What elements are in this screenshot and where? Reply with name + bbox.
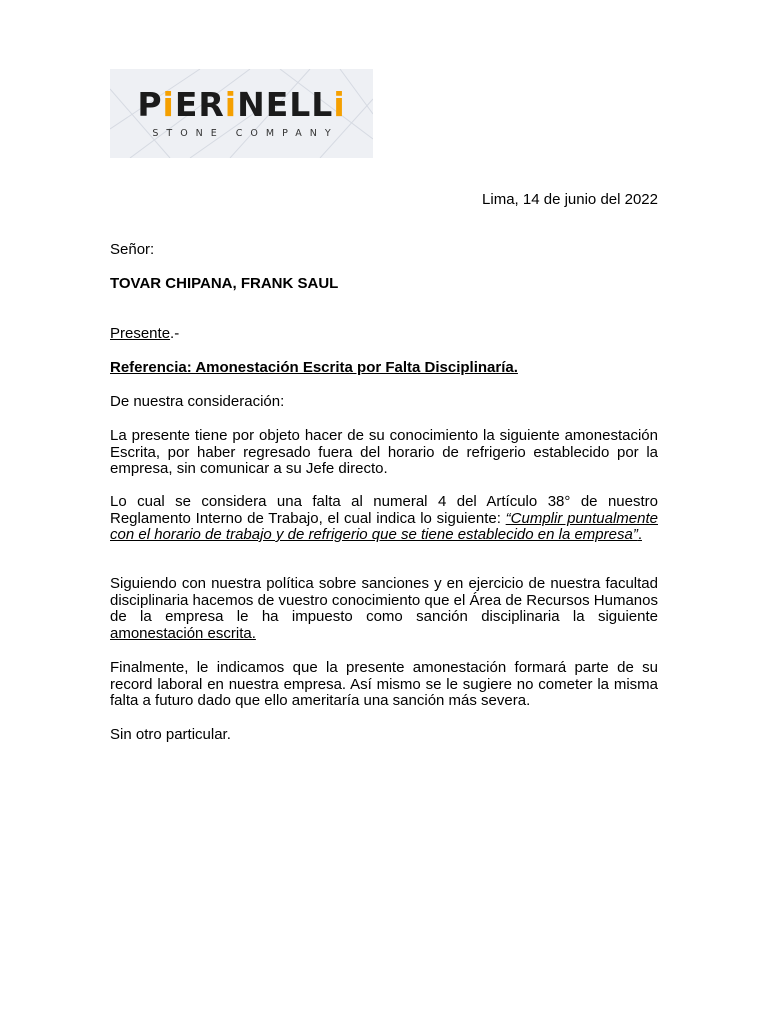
logo-wordmark: PiERiNELLi bbox=[137, 85, 346, 124]
quote-period: . bbox=[637, 526, 642, 543]
letter-date: Lima, 14 de junio del 2022 bbox=[482, 191, 658, 208]
closing-line: Sin otro particular. bbox=[110, 726, 231, 743]
salutation: Señor: bbox=[110, 241, 155, 258]
reference-line: Referencia: Amonestación Escrita por Falta Disciplinaría. bbox=[110, 359, 518, 376]
recipient-name: TOVAR CHIPANA, FRANK SAUL bbox=[110, 275, 339, 292]
company-logo bbox=[110, 69, 373, 158]
logo-tagline: STONE COMPANY bbox=[152, 128, 339, 139]
presente-suffix: .- bbox=[170, 325, 180, 342]
sanction-type: amonestación escrita. bbox=[110, 624, 256, 642]
paragraph-3 bbox=[110, 576, 658, 642]
paragraph-3-text: Siguiendo con nuestra política sobre sanciones y en ejercicio de nuestra facultad disciplinaria hacemos de vuestro conocimiento que el Área de Recursos Humanos de la empresa le ha impuesto como sanción disciplinaria la siguiente bbox=[110, 575, 658, 625]
consideration-line: De nuestra consideración: bbox=[110, 393, 285, 410]
presente-word: Presente bbox=[110, 325, 171, 342]
paragraph-4: Finalmente, le indicamos que la presente amonestación formará parte de su record laboral en nuestra empresa. Así mismo se le sugiere no cometer la misma falta a futuro dado que ello ameritaría una sanción más severa. bbox=[110, 659, 658, 709]
presente-line bbox=[110, 326, 658, 343]
paragraph-2 bbox=[110, 494, 658, 544]
paragraph-2-text: Lo cual se considera una falta al numeral 4 del Artículo 38° de nuestro Reglamento Interno de Trabajo, el cual indica lo siguiente: bbox=[110, 493, 658, 527]
regulation-quote: “Cumplir puntualmente con el horario de trabajo y de refrigerio que se tiene establecido en la empresa” bbox=[110, 509, 658, 543]
paragraph-1: La presente tiene por objeto hacer de su conocimiento la siguiente amonestación Escrita, por haber regresado fuera del horario de refrigerio establecido por la empresa, sin comunicar a su Jefe directo. bbox=[110, 427, 658, 477]
